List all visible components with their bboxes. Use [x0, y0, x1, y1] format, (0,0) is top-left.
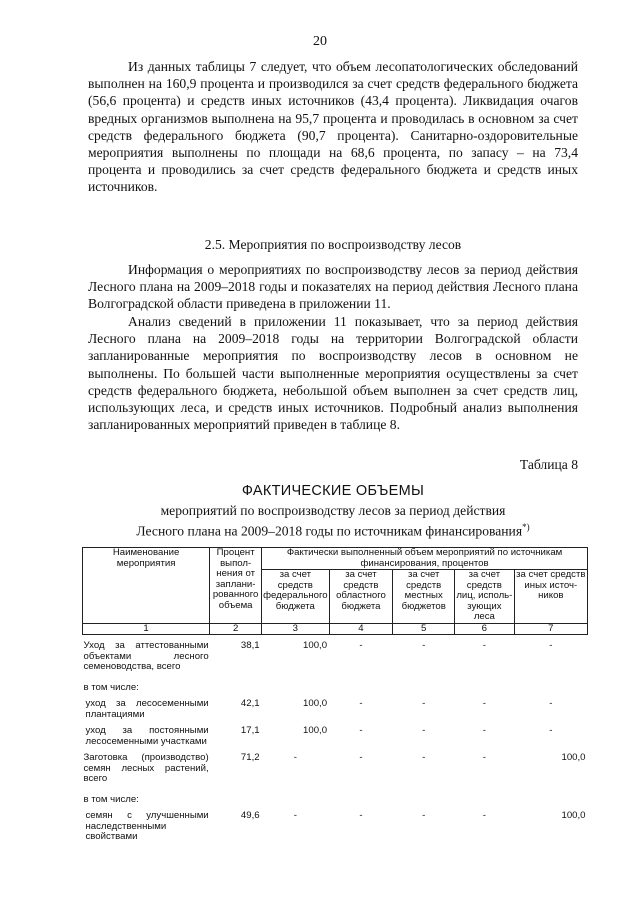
cell-federal: 100,0 — [303, 698, 328, 709]
cell-regional: - — [359, 640, 363, 651]
row-name: семян с улучшенными наследственными свойствами — [85, 810, 209, 842]
row-name: уход за лесосеменными плантациями — [85, 698, 209, 720]
col-number: 2 — [210, 623, 262, 635]
paragraph-3 — [88, 313, 578, 433]
cell-users: - — [482, 725, 486, 736]
row-name: в том числе: — [83, 681, 139, 693]
paragraph-2-text: Информация о мероприятиях по воспроизводству лесов за период действия Лесного плана на 2009–2018 годы и показателях на период действия Лесного плана Волгоградской области приведена в приложении 11. — [88, 262, 578, 312]
col-number: 7 — [514, 623, 587, 635]
paragraph-2 — [88, 261, 578, 313]
table-row — [83, 720, 588, 747]
header-local: за счет средств местных бюджетов — [393, 570, 455, 624]
cell-other: - — [549, 725, 553, 736]
header-percent: Процент выпол-нения от заплани-рованного объема — [210, 548, 262, 624]
cell-percent: 42,1 — [240, 698, 260, 709]
table-subtitle — [88, 503, 578, 540]
cell-federal: 100,0 — [303, 725, 328, 736]
header-federal: за счет средств федерального бюджета — [262, 570, 329, 624]
cell-local: - — [422, 640, 426, 651]
cell-regional: - — [359, 725, 363, 736]
cell-other: - — [549, 640, 553, 651]
cell-users: - — [482, 810, 486, 821]
col-number: 1 — [83, 623, 210, 635]
header-users: за счет средств лиц, исполь-зующих леса — [456, 569, 513, 622]
cell-federal: - — [293, 810, 297, 821]
table-row — [83, 673, 588, 694]
paragraph-3-text: Анализ сведений в приложении 11 показывает, что за период действия Лесного плана на 2009–2018 годы на территории Волгоградской области запланированные мероприятия по воспроизводству лесов в основном не выполнены. По большей части выполненные мероприятия осуществлены за счет средств федерального бюджета, небольшой объем выполнен за счет средств лиц, использующих леса, и средств иных источников. Подробный анализ выполнения запланированных мероприятий приведен в таблице 8. — [88, 314, 578, 433]
header-actual-group: Фактически выполненный объем мероприятий по источникам финансирования, процентов — [262, 548, 588, 570]
cell-local: - — [422, 725, 426, 736]
cell-regional: - — [359, 752, 363, 763]
row-name: Уход за аттестованными объектами лесного семеноводства, всего — [83, 640, 209, 672]
table-row — [83, 785, 588, 806]
financing-table — [82, 547, 588, 843]
table-subtitle-line1: мероприятий по воспроизводству лесов за период действия — [160, 503, 506, 518]
cell-regional: - — [359, 810, 363, 821]
cell-local: - — [422, 810, 426, 821]
cell-local: - — [422, 752, 426, 763]
table-row — [83, 635, 588, 673]
row-name: уход за постоянными лесосеменными участками — [85, 725, 209, 747]
cell-percent: 17,1 — [240, 725, 260, 736]
table-row — [83, 805, 588, 843]
cell-other: 100,0 — [561, 752, 586, 763]
section-heading: 2.5. Мероприятия по воспроизводству лесов — [204, 237, 462, 252]
cell-regional: - — [359, 698, 363, 709]
table-subtitle-mark: *) — [522, 522, 530, 532]
row-name: Заготовка (производство) семян лесных растений, всего — [83, 752, 209, 784]
cell-users: - — [482, 752, 486, 763]
col-number: 3 — [262, 623, 329, 635]
table-label: Таблица 8 — [519, 457, 578, 472]
header-name: Наименование мероприятия — [83, 548, 210, 624]
cell-other: - — [549, 698, 553, 709]
row-name: в том числе: — [83, 793, 139, 805]
cell-local: - — [422, 698, 426, 709]
header-other: за счет средств иных источ-ников — [514, 570, 587, 624]
cell-percent: 38,1 — [240, 640, 260, 651]
cell-percent: 71,2 — [240, 752, 260, 763]
page-number: 20 — [313, 34, 327, 49]
cell-other: 100,0 — [561, 810, 586, 821]
cell-users: - — [482, 640, 486, 651]
paragraph-1-text: Из данных таблицы 7 следует, что объем лесопатологических обследований выполнен на 160,9 процента и производился за счет средств федерального бюджета (56,6 процента) и средств иных источников (43,4 процента). Ликвидация очагов вредных организмов выполнена на 95,7 процента и проводилась в основном за счет средств федерального бюджета (90,7 процента). Санитарно-оздоровительные мероприятия выполнены по площади на 68,6 процента, по запасу – на 73,4 процента и проводились за счет средств федерального бюджета и средств иных источников. — [88, 59, 578, 195]
table-subtitle-line2 — [88, 519, 578, 540]
table-row — [83, 747, 588, 785]
col-number: 6 — [455, 623, 515, 635]
cell-federal: 100,0 — [303, 640, 328, 651]
table-subtitle-line2-text: Лесного плана на 2009–2018 годы по источникам финансирования — [136, 523, 523, 539]
paragraph-1 — [88, 58, 578, 196]
col-number: 5 — [393, 623, 455, 635]
cell-percent: 49,6 — [240, 810, 260, 821]
cell-users: - — [482, 698, 486, 709]
col-number: 4 — [329, 623, 393, 635]
cell-federal: - — [293, 752, 297, 763]
header-regional: за счет средств областного бюджета — [329, 570, 393, 624]
table-title: ФАКТИЧЕСКИЕ ОБЪЕМЫ — [241, 483, 425, 499]
table-row — [83, 693, 588, 720]
